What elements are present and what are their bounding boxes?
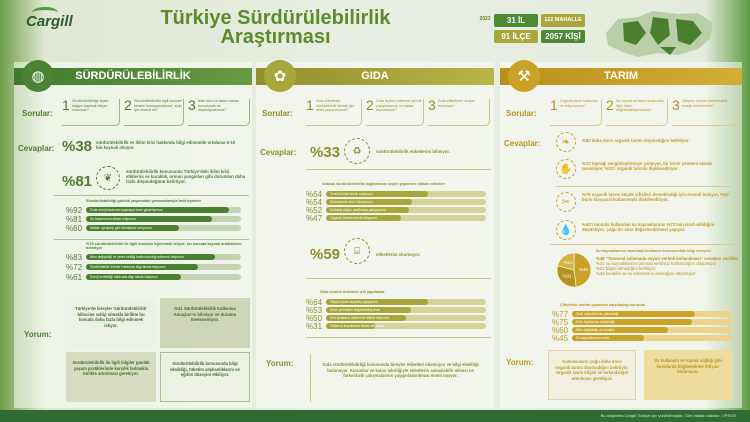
stat-text: etiketlerini okumuyor. xyxy=(376,252,421,257)
comment-box: Sürdürülebilirlik ile ilgili bilgiler günlük yaşam pratiklerinde karşılık bulmakla birlikte artırılması gerekiyor. xyxy=(66,352,156,402)
section-header: TARIM xyxy=(500,68,742,85)
comment-label: Yorum: xyxy=(266,359,294,368)
pie-note: %21 bilgisi olmadığını belirtiyor xyxy=(596,265,656,271)
answer-text: %72 toprağı zenginleştirmeye çalışıyor, bir tarım yöntemi olarak tanımlıyor, %31'i organik tarımla ilişkilendiriyor. xyxy=(582,161,712,172)
question-number: 1 xyxy=(550,97,558,113)
question-3 xyxy=(672,99,738,126)
comment-box: Gıda sürdürülebilirliği konusunda bireyler etiketleri okumuyor ve bilgi eksikliği bulunuyor. Kurumlar ve kamu işbirliğiyle etiketlerin anlaşılabilir olması ve farkındalık çalışmalarının yaygınlaştırılması önem taşıyor. xyxy=(310,354,490,402)
stat-value: %38 xyxy=(62,138,93,155)
bar-track xyxy=(572,327,732,333)
bar-track xyxy=(86,264,241,270)
question-text: Gıda etiketlerini okuyor musunuz? xyxy=(438,99,475,108)
bar-fill: Yerel ürünleri tercih ediyorum xyxy=(326,191,428,197)
bar-fill: Su tasarrufuna dikkat ediyorum xyxy=(86,216,212,222)
bars-title: Sürdürülebilirliği günlük yaşamdaki yansımalarıyla belirleyenler xyxy=(86,199,202,203)
question-1 xyxy=(62,99,120,126)
bar-track xyxy=(326,299,486,305)
question-number: 2 xyxy=(124,97,132,113)
question-number: 3 xyxy=(188,97,196,113)
question-number: 2 xyxy=(606,97,614,113)
soil-hand-icon: ✋ xyxy=(556,159,576,179)
question-number: 2 xyxy=(366,97,374,113)
pie-label: %48 xyxy=(578,266,588,272)
section-header: SÜRDÜRÜLEBİLİRLİK xyxy=(14,68,252,85)
divider xyxy=(550,244,734,245)
question-1 xyxy=(306,99,362,126)
title-line-1: Türkiye Sürdürülebilirlik xyxy=(160,7,391,29)
pie-title: Su kaynaklarının tarımdaki kullanımı konusundaki bilgi seviyesi xyxy=(596,249,711,253)
bar-fill: İklim değişikliği ve çevre kirliliği hakkında bilgi edinmek istiyorum xyxy=(86,254,215,260)
comment-box: %31 Sürdürülebilirlik Kalkınma Amaçları'nı bilmiyor ve durumu önemsemiyor. xyxy=(160,298,250,348)
questions-label: Sorular: xyxy=(22,109,53,118)
bar-fill: Saklama koşullarına dikkat ediyorum xyxy=(326,323,376,329)
bars-title: Gıdada sürdürülebilirlik bağlamında seçim yaparken dikkat edilenler xyxy=(322,182,446,186)
bar-track xyxy=(326,191,486,197)
pie-note: %48 "Tarımsal sulamada suyun verimli kullanılması" cevabını verdiler xyxy=(596,255,739,261)
section-header: GIDA xyxy=(256,68,494,85)
bar-percent: %81 xyxy=(66,215,83,224)
footer-text: Bu araştırma Cargill Türkiye için yürütülmüştür. Tüm hakları saklıdır. | IPSOS xyxy=(600,413,736,418)
pie-label: %21 xyxy=(563,260,573,266)
bar-percent: %92 xyxy=(66,206,83,215)
question-text: Gıda israfını önlemek için ne yapıyorsunuz, ne kadar atıyorsunuz? xyxy=(376,99,422,112)
section-food xyxy=(256,62,494,408)
sprout-icon: ❧ xyxy=(556,132,576,152)
question-1 xyxy=(550,99,602,126)
bar-track xyxy=(572,335,732,341)
hand-plant-icon: ✿ xyxy=(264,60,296,92)
bar-percent: %83 xyxy=(66,253,83,262)
comment-box: Su kullanımı ve toprak sağlığı gibi konularda bilgilendirme ihtiyacı bulunuyor. xyxy=(644,350,732,400)
stat-neighborhoods: 122 MAHALLE xyxy=(541,14,585,27)
bar-percent: %31 xyxy=(306,322,323,331)
question-number: 1 xyxy=(306,97,314,113)
questions-label: Sorular: xyxy=(262,109,293,118)
bar-fill: Evde enerji tasarrufu yapmaya özen gösteriyorum xyxy=(86,207,229,213)
footer-band xyxy=(0,410,750,422)
question-text: Sürdürülebilirlikle ilgili konuları kiminle konuşuyorsunuz, sizin için önemli mi? xyxy=(134,99,183,112)
bars-title: Gıda israfını önlemek için yapılanlar xyxy=(320,290,385,294)
bar-fill: İklim değişikliği ve kuraklık xyxy=(572,327,668,333)
bar-track xyxy=(326,307,486,313)
bar-percent: %77 xyxy=(552,310,569,319)
bar-percent: %61 xyxy=(66,273,83,282)
bar-fill: Artan yemekleri değerlendiriyorum xyxy=(326,307,411,313)
comment-label: Yorum: xyxy=(24,330,52,339)
farm-tools-icon: ⚒ xyxy=(508,60,540,92)
bar-fill: Su kaynaklarına erişim xyxy=(572,335,644,341)
question-text: Çiftçinin ürünün üretimindeki emeği önemli midir? xyxy=(682,99,728,108)
bar-percent: %60 xyxy=(552,326,569,335)
cargill-logo: Cargill xyxy=(26,13,73,30)
bar-fill: Atıkları ayrıştırıp geri dönüşüme veriyorum xyxy=(86,225,179,231)
bar-fill: Girdi maliyetlerinin yüksekliği xyxy=(572,311,695,317)
bar-fill: Mevsiminde ürün tüketiyorum xyxy=(326,199,412,205)
stat-text: sürdürülebilirlik etiketlerini bilmiyor. xyxy=(376,149,451,154)
bars-title: Çiftçilerin üretim yaparken karşılaştığı sorunlar xyxy=(560,303,646,307)
comment-box: Katılımcıların çoğu daha önce organik tarımı duymadığını belirtiyor. Organik tarım bilgisi ve farkındalığın artırılması gerekiyor. xyxy=(548,350,636,400)
comment-box: Türkiye'de bireyler 'sürdürülebilirlik' bilincine sahip olmakla birlikte bu konuda daha fazla bilgi edinmek istiyor. xyxy=(66,298,156,348)
stat-text: sürdürülebilirlik konusunda Türkiye'deki iklim krizi etkilerini ve kuraklık, orman yangınları gibi durumları daha fazla düşündüğünü belirtiyor. xyxy=(126,169,246,185)
water-drop-icon: 💧 xyxy=(556,220,576,240)
answer-text: %40'ı tarımda kullanılan su kaynaklarının %71'inin israf edildiğini düşünüyor, çoğu bir sınır değerlendirmesi yapıyor. xyxy=(582,222,715,233)
question-3 xyxy=(188,99,250,126)
page-title xyxy=(128,9,423,47)
question-2 xyxy=(606,99,668,126)
comment-label: Yorum: xyxy=(506,358,534,367)
pie-chart xyxy=(556,252,592,288)
bar-percent: %45 xyxy=(552,334,569,343)
stat-people: 2057 KİŞİ xyxy=(541,30,585,43)
recycle-leaf-icon: ♻ xyxy=(344,138,370,164)
bar-fill: Enerji verimliliği hakkında bilgi almak istiyorum xyxy=(86,274,181,280)
question-number: 1 xyxy=(62,97,70,113)
divider xyxy=(556,186,732,187)
answers-label: Cevaplar: xyxy=(18,144,55,153)
bar-percent: %64 xyxy=(306,298,323,307)
questions-label: Sorular: xyxy=(506,109,537,118)
globe-icon: ◍ xyxy=(22,60,54,92)
pie-note: %31 su kaynaklarının tarımda verimsiz kullanıldığını düşünüyor xyxy=(596,260,717,266)
bar-percent: %52 xyxy=(306,206,323,215)
question-text: Organik tarım hakkında ne biliyorsunuz? xyxy=(560,99,598,108)
date-label: 2023 xyxy=(479,16,491,22)
divider xyxy=(54,195,249,196)
bar-track xyxy=(86,225,241,231)
question-2 xyxy=(366,99,424,126)
stat-provinces: 31 İL xyxy=(494,14,538,27)
question-number: 3 xyxy=(428,97,436,113)
bar-percent: %54 xyxy=(306,198,323,207)
divider xyxy=(54,239,249,240)
bar-fill: Organik ürünleri tercih ediyorum xyxy=(326,215,401,221)
stat-value: %81 xyxy=(62,173,93,190)
question-text: Sürdürülebilirliğe ilişkin bilgiye ulaşmak istiyor musunuz? xyxy=(72,99,109,112)
globe-leaf-icon: ❦ xyxy=(96,166,120,190)
question-text: Gıda tüketimini sürdürülebilir kılmak için neler yapıyorsunuz? xyxy=(316,99,355,112)
question-2 xyxy=(124,99,184,126)
divider xyxy=(306,278,491,279)
bar-percent: %53 xyxy=(306,306,323,315)
pie-label: %31 xyxy=(562,273,572,279)
food-label-icon: ⌸ xyxy=(344,238,370,264)
stat-value: %59 xyxy=(310,246,341,263)
stat-text: sürdürülebilirlik ve iklim krizi hakkında bilgi edinmede ortalama 5-10 bin kaynak okuyor. xyxy=(96,140,236,151)
bars-title: %78 sürdürülebilirlik ile ilgili konuları öğrenmek istiyor; bu konuda kaynak aradıklarını belirtiyor xyxy=(86,242,242,251)
tools-icon: ✂ xyxy=(556,192,576,212)
pie-info xyxy=(596,249,740,276)
bar-fill: Sürdürülebilir ürünler hakkında bilgi almak istiyorum xyxy=(86,264,198,270)
bar-track xyxy=(86,254,241,260)
answers-label: Cevaplar: xyxy=(260,148,297,157)
comment-box: Sürdürülebilirlik konusunda bilgi eksikliği, tüketim alışkanlıklarını ve eğitim düzeyini etkiliyor. xyxy=(160,352,250,402)
bar-fill: Son kullanma tarihlerine dikkat ediyorum xyxy=(326,315,406,321)
section-sustainability xyxy=(14,62,252,408)
question-text: Su, toprak ve tarım arasındaki ilişki nasıl değerlendiriyorsunuz? xyxy=(616,99,664,112)
bar-percent: %64 xyxy=(306,190,323,199)
stat-value: %33 xyxy=(310,144,341,161)
bar-fill: Ambalaj atığını azaltmaya çalışıyorum xyxy=(326,207,409,213)
bar-track xyxy=(86,207,241,213)
stat-districts: 91 İLÇE xyxy=(494,30,538,43)
bar-fill: İhtiyaç kadar alışveriş yapıyorum xyxy=(326,299,428,305)
question-number: 3 xyxy=(672,97,680,113)
bar-percent: %75 xyxy=(552,318,569,327)
bar-fill: Ürün fiyatlarının düşüklüğü xyxy=(572,319,692,325)
section-agriculture xyxy=(500,62,742,408)
pie-note: %45 kuraklık ve su sıkıntısının artacağını düşünüyor xyxy=(596,270,696,276)
answer-text: %82 daha önce organik tarımı duymadığını belirtiyor. xyxy=(582,138,690,143)
bar-track xyxy=(326,199,486,205)
title-line-2: Araştırması xyxy=(220,26,331,48)
bar-track xyxy=(326,315,486,321)
bar-track xyxy=(326,215,486,221)
question-3 xyxy=(428,99,490,126)
divider xyxy=(306,337,491,338)
bar-percent: %60 xyxy=(66,224,83,233)
bar-percent: %50 xyxy=(306,314,323,323)
bar-track xyxy=(86,274,241,280)
bar-percent: %47 xyxy=(306,214,323,223)
bar-track xyxy=(326,323,486,329)
answer-text: %79 organik tarımı küçük çiftçileri desteklediği için önemli buluyor, %62 bunu kimyasal kullanımıyla ilişkilendiriyor. xyxy=(582,192,729,203)
question-text: İklim krizi ve kadın hakları konusunda ne düşünüyorsunuz? xyxy=(198,99,240,112)
turkey-map xyxy=(598,5,718,63)
bar-track xyxy=(326,207,486,213)
bar-track xyxy=(572,311,732,317)
divider xyxy=(306,169,491,170)
bar-percent: %72 xyxy=(66,263,83,272)
bar-track xyxy=(86,216,241,222)
bar-track xyxy=(572,319,732,325)
answers-label: Cevaplar: xyxy=(504,139,541,148)
